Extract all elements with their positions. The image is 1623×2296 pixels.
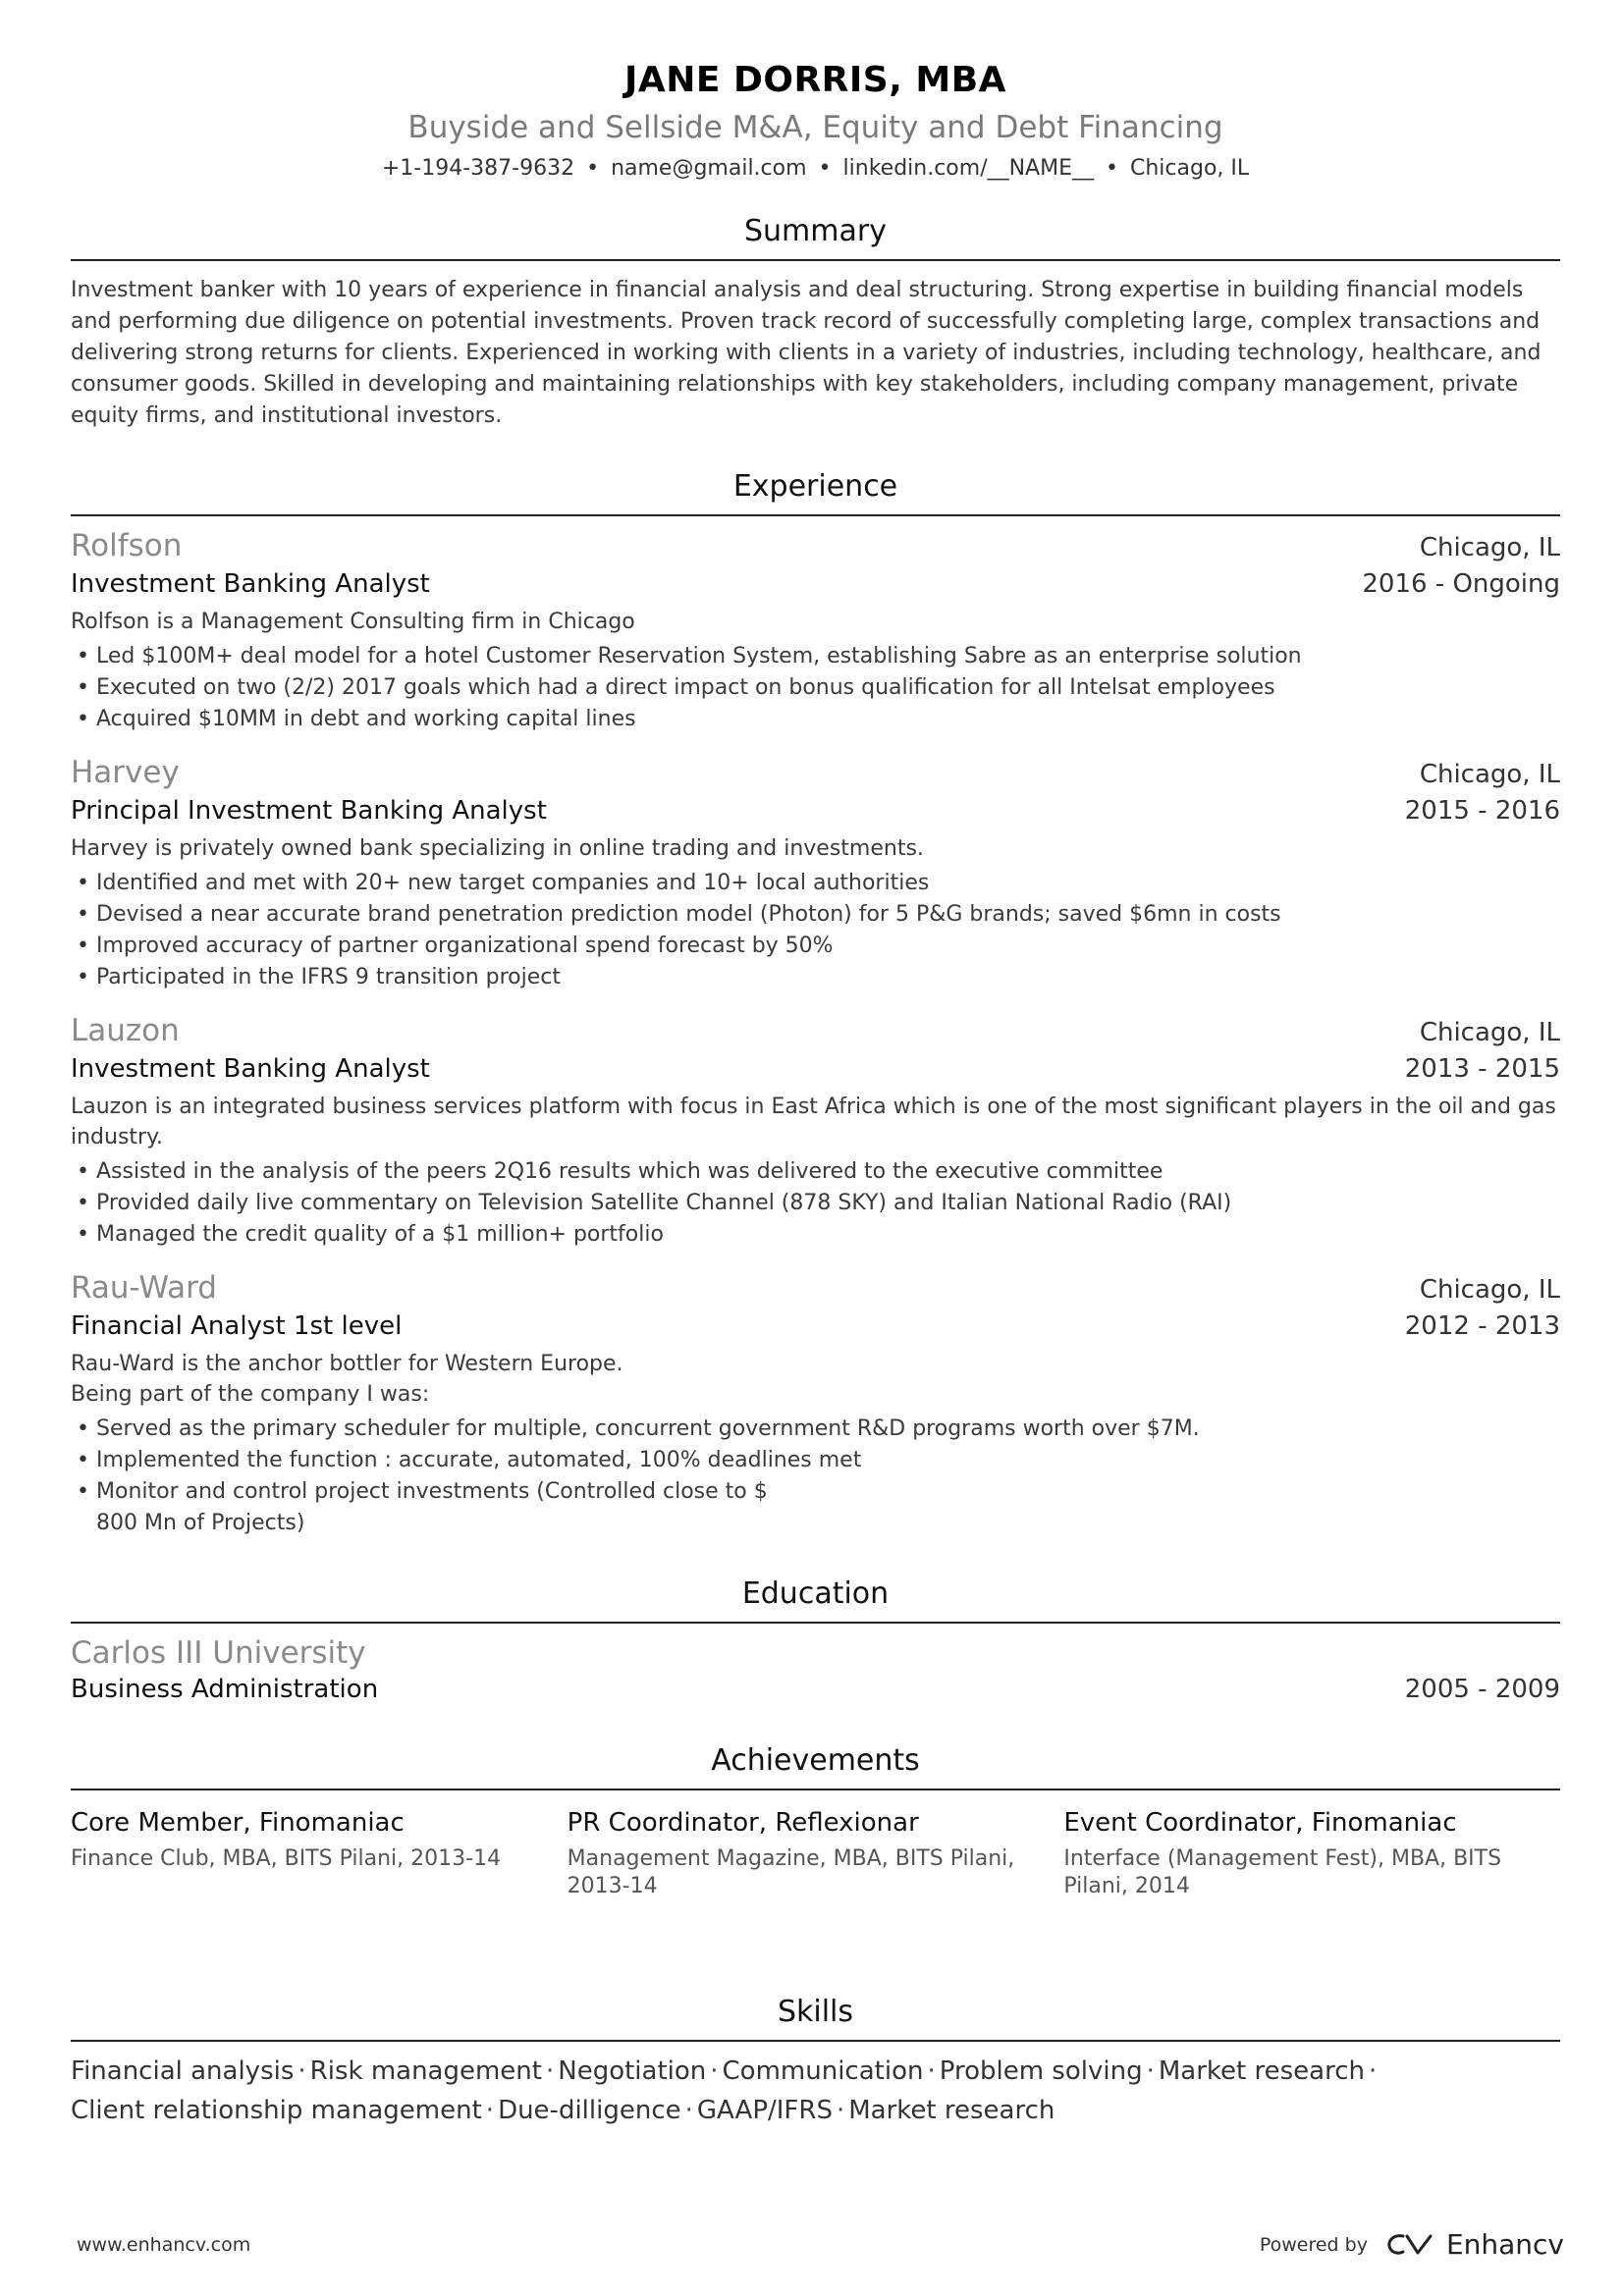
job-location: Chicago, IL: [1419, 533, 1560, 562]
experience-entry: [71, 1268, 1560, 1539]
email-address[interactable]: name@gmail.com: [611, 156, 807, 181]
skills-list: [71, 2052, 1560, 2130]
list-item: • Devised a near accurate brand penetration prediction model (Photon) for 5 P&G brands; saved $6mn in costs: [71, 899, 1560, 931]
separator-dot: •: [818, 156, 832, 181]
achievement-title: Event Coordinator, Finomaniac: [1063, 1808, 1457, 1838]
skill-tag: Problem solving: [939, 2056, 1143, 2086]
skills-line: [71, 2091, 1560, 2130]
list-item: • Executed on two (2/2) 2017 goals which had a direct impact on bonus qualification for all Intelsat employees: [71, 672, 1560, 704]
page-footer: [77, 2228, 1564, 2261]
company-description: Rolfson is a Management Consulting firm in Chicago: [71, 610, 635, 634]
company-description: Lauzon is an integrated business services platform with focus in East Africa which is one of the most significant players in the oil and gas industry.: [71, 1095, 1556, 1149]
list-item: • Implemented the function : accurate, automated, 100% deadlines met: [71, 1445, 1560, 1476]
resume-page: [71, 0, 1560, 2130]
list-item: • Participated in the IFRS 9 transition project: [71, 962, 1560, 993]
separator-dot: ·: [710, 2056, 719, 2086]
experience-entry: [71, 1011, 1560, 1251]
job-location: Chicago, IL: [1419, 760, 1560, 789]
achievements-grid: [71, 1806, 1560, 1900]
skill-tag: Client relationship management: [71, 2096, 482, 2125]
location-text: Chicago, IL: [1129, 156, 1250, 181]
list-item: • Identified and met with 20+ new target companies and 10+ local authorities: [71, 868, 1560, 899]
skill-tag: Market research: [1158, 2056, 1365, 2086]
achievement-title: Core Member, Finomaniac: [71, 1808, 405, 1838]
achievement-item: [568, 1806, 1064, 1900]
section-title-achievements: Achievements: [711, 1743, 920, 1778]
achievements-section: [71, 1743, 1560, 1900]
job-title: Principal Investment Banking Analyst: [71, 796, 547, 826]
footer-website-link[interactable]: www.enhancv.com: [77, 2233, 251, 2256]
job-title: Investment Banking Analyst: [71, 569, 430, 599]
separator-dot: ·: [927, 2056, 936, 2086]
list-item: • Served as the primary scheduler for multiple, concurrent government R&D programs worth over $7M.: [71, 1414, 1560, 1445]
separator-dot: ·: [485, 2096, 495, 2125]
company-name: Rau-Ward: [71, 1270, 217, 1306]
phone-number: +1-194-387-9632: [381, 156, 575, 181]
linkedin-link[interactable]: linkedin.com/__NAME__: [842, 156, 1094, 181]
job-dates: 2015 - 2016: [1404, 796, 1560, 826]
company-name: Harvey: [71, 755, 180, 790]
separator-dot: •: [1106, 156, 1118, 181]
achievement-item: [71, 1806, 568, 1900]
achievement-detail: Interface (Management Fest), MBA, BITS Pilani, 2014: [1063, 1846, 1502, 1898]
education-entry: [71, 1633, 1560, 1706]
achievement-list: [71, 1414, 1560, 1539]
powered-by-label: Powered by: [1259, 2233, 1368, 2256]
separator-dot: ·: [1146, 2056, 1155, 2086]
resume-header: [71, 0, 1560, 185]
job-location: Chicago, IL: [1419, 1275, 1560, 1305]
section-divider: [71, 2040, 1560, 2042]
separator-dot: ·: [836, 2096, 845, 2125]
brand-name: Enhancv: [1445, 2228, 1564, 2261]
company-description: Rau-Ward is the anchor bottler for Western Europe. Being part of the company I was:: [71, 1352, 623, 1407]
list-item: • Acquired $10MM in debt and working capital lines: [71, 704, 1560, 735]
achievement-list: [71, 868, 1560, 993]
education-section: [71, 1576, 1560, 1706]
company-name: Lauzon: [71, 1013, 180, 1048]
separator-dot: ·: [545, 2056, 555, 2086]
separator-dot: •: [586, 156, 600, 181]
candidate-tagline: Buyside and Sellside M&A, Equity and Debt Financing: [407, 110, 1223, 145]
company-description: Harvey is privately owned bank specializing in online trading and investments.: [71, 836, 924, 861]
company-name: Rolfson: [71, 528, 183, 563]
school-name: Carlos III University: [71, 1635, 366, 1671]
skill-tag: GAAP/IFRS: [696, 2096, 833, 2125]
section-title-summary: Summary: [744, 214, 887, 248]
enhancv-logo-icon: [1385, 2231, 1438, 2259]
experience-section: [71, 469, 1560, 1539]
list-item: • Monitor and control project investments (Controlled close to $ 800 Mn of Projects): [71, 1476, 1560, 1539]
job-dates: 2013 - 2015: [1404, 1054, 1560, 1084]
degree-name: Business Administration: [71, 1675, 379, 1704]
contact-line: [71, 153, 1560, 185]
skill-tag: Market research: [848, 2096, 1055, 2125]
section-divider: [71, 259, 1560, 261]
brand-logo[interactable]: [1385, 2228, 1564, 2261]
job-title: Investment Banking Analyst: [71, 1054, 430, 1084]
experience-entry: [71, 753, 1560, 993]
job-location: Chicago, IL: [1419, 1018, 1560, 1047]
section-title-education: Education: [741, 1576, 890, 1611]
summary-section: [71, 214, 1560, 432]
section-divider: [71, 514, 1560, 516]
separator-dot: ·: [684, 2096, 693, 2125]
list-item: • Managed the credit quality of a $1 million+ portfolio: [71, 1219, 1560, 1251]
achievement-detail: Management Magazine, MBA, BITS Pilani, 2013-14: [567, 1846, 1015, 1898]
skill-tag: Due-dilligence: [498, 2096, 681, 2125]
skill-tag: Financial analysis: [71, 2056, 295, 2086]
education-dates: 2005 - 2009: [1404, 1675, 1560, 1704]
job-dates: 2016 - Ongoing: [1362, 569, 1560, 599]
list-item: • Assisted in the analysis of the peers 2Q16 results which was delivered to the executive committee: [71, 1156, 1560, 1188]
list-item: • Improved accuracy of partner organizational spend forecast by 50%: [71, 931, 1560, 962]
achievement-list: [71, 641, 1560, 735]
list-item: • Led $100M+ deal model for a hotel Customer Reservation System, establishing Sabre as an enterprise solution: [71, 641, 1560, 672]
job-dates: 2012 - 2013: [1404, 1311, 1560, 1341]
footer-branding: [1260, 2228, 1564, 2261]
skills-section: [71, 1995, 1560, 2130]
job-title: Financial Analyst 1st level: [71, 1311, 403, 1341]
achievement-detail: Finance Club, MBA, BITS Pilani, 2013-14: [71, 1846, 502, 1871]
skills-line: [71, 2052, 1560, 2091]
experience-entry: [71, 526, 1560, 735]
achievement-title: PR Coordinator, Reflexionar: [567, 1808, 919, 1838]
skill-tag: Communication: [722, 2056, 924, 2086]
skill-tag: Negotiation: [558, 2056, 707, 2086]
achievement-list: [71, 1156, 1560, 1251]
skill-tag: Risk management: [309, 2056, 542, 2086]
summary-text: Investment banker with 10 years of experience in financial analysis and deal structuring. Strong expertise in building financial models and performing due diligence on potential investments. Proven track record of successfully completing large, complex transactions and delivering strong returns for clients. Experienced in working with clients in a variety of industries, including technology, healthcare, and consumer goods. Skilled in developing and maintaining relationships with key stakeholders, including company management, private equity firms, and institutional investors.: [71, 278, 1542, 428]
achievement-item: [1063, 1806, 1560, 1900]
separator-dot: ·: [298, 2056, 306, 2086]
section-divider: [71, 1622, 1560, 1624]
section-divider: [71, 1789, 1560, 1790]
list-item: • Provided daily live commentary on Television Satellite Channel (878 SKY) and Italian National Radio (RAI): [71, 1188, 1560, 1219]
separator-dot: ·: [1368, 2056, 1378, 2086]
section-title-experience: Experience: [732, 469, 898, 504]
candidate-name: JANE DORRIS, MBA: [623, 60, 1007, 100]
section-title-skills: Skills: [777, 1995, 854, 2029]
